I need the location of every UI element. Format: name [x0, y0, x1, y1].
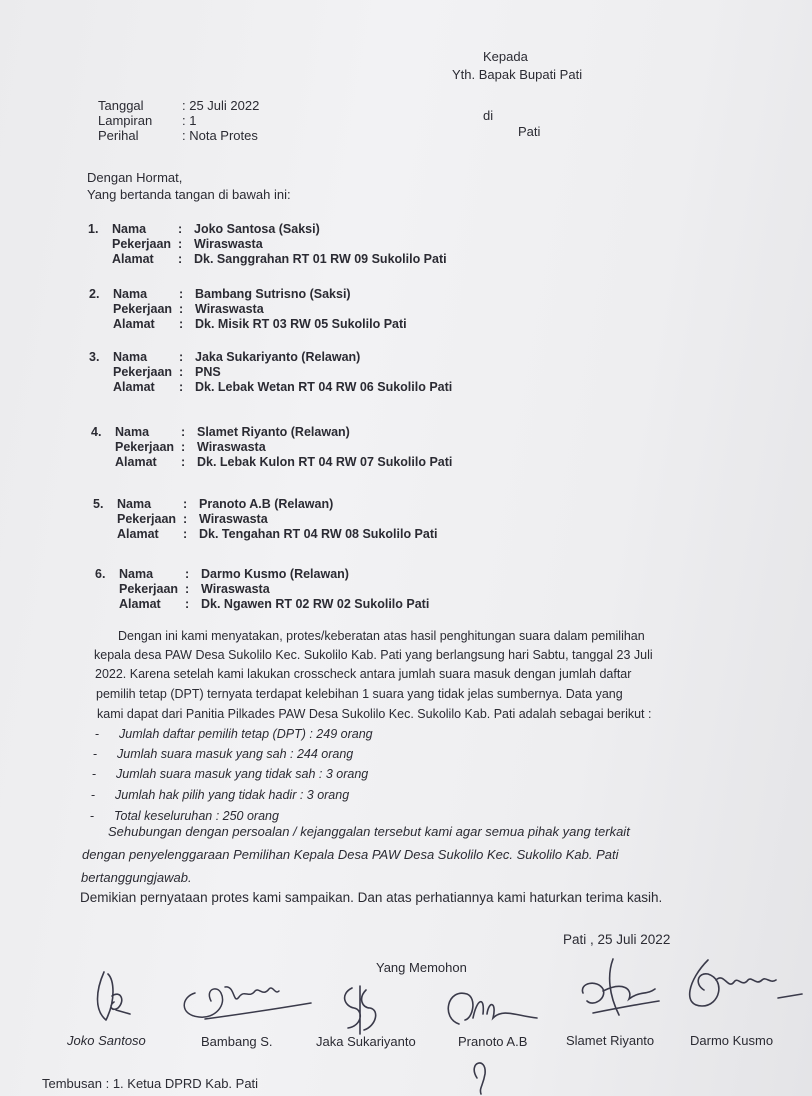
signer-name: Bambang S. — [201, 1034, 273, 1049]
recipient-to: Kepada — [483, 49, 528, 64]
field-colon: : — [178, 222, 183, 236]
body-line: pemilih tetap (DPT) ternyata terdapat kelebihan 1 suara yang tidak jelas sumbernya. Data yang — [96, 687, 623, 701]
field-label-nama: Nama — [113, 350, 148, 364]
signatory-job: Wiraswasta — [201, 582, 270, 596]
field-label-pekerjaan: Pekerjaan — [113, 302, 173, 316]
field-label-alamat: Alamat — [119, 597, 161, 611]
signature-joko — [86, 960, 146, 1030]
signatory-number: 5. — [93, 497, 104, 511]
field-colon: : — [179, 302, 184, 316]
field-label-alamat: Alamat — [112, 252, 154, 266]
signatory-name: Pranoto A.B (Relawan) — [199, 497, 334, 511]
body-line: Sehubungan dengan persoalan / kejanggalan tersebut kami agar semua pihak yang terkait — [108, 824, 630, 839]
signatory-name: Jaka Sukariyanto (Relawan) — [195, 350, 361, 364]
meta-value: : 1 — [182, 113, 197, 128]
place-date: Pati , 25 Juli 2022 — [563, 932, 671, 947]
body-line: bertanggungjawab. — [81, 870, 192, 885]
applicant-label: Yang Memohon — [376, 960, 467, 975]
body-line: Dengan ini kami menyatakan, protes/keberatan atas hasil penghitungan suara dalam pemilihan — [118, 629, 645, 643]
meta-row-lampiran — [98, 113, 259, 128]
list-bullet: - — [90, 809, 95, 823]
data-list-text: Jumlah suara masuk yang tidak sah : 3 orang — [116, 767, 369, 781]
signatory-job: PNS — [195, 365, 221, 379]
signatory-job: Wiraswasta — [195, 302, 264, 316]
signatory-5 — [93, 497, 437, 542]
meta-row-tanggal — [98, 98, 259, 113]
signature-slamet — [573, 955, 663, 1025]
list-bullet: - — [91, 788, 96, 802]
signatory-6 — [95, 567, 429, 612]
field-colon: : — [181, 440, 186, 454]
signature-bambang — [175, 975, 315, 1025]
field-colon: : — [179, 317, 184, 331]
field-label-pekerjaan: Pekerjaan — [112, 237, 172, 251]
signatory-name: Joko Santosa (Saksi) — [194, 222, 320, 236]
field-label-alamat: Alamat — [113, 380, 155, 394]
field-colon: : — [183, 527, 188, 541]
closing-statement: Demikian pernyataan protes kami sampaikan. Dan atas perhatiannya kami haturkan terima kasih. — [80, 890, 663, 905]
field-label-alamat: Alamat — [117, 527, 159, 541]
meta-row-perihal — [98, 128, 259, 143]
signatory-3 — [89, 350, 452, 395]
signatory-job: Wiraswasta — [194, 237, 263, 251]
signatory-number: 4. — [91, 425, 102, 439]
field-colon: : — [183, 497, 188, 511]
signatory-address: Dk. Misik RT 03 RW 05 Sukolilo Pati — [195, 317, 407, 331]
signatory-name: Darmo Kusmo (Relawan) — [201, 567, 349, 581]
field-colon: : — [185, 597, 190, 611]
signatory-number: 2. — [89, 287, 100, 301]
field-colon: : — [179, 380, 184, 394]
field-label-nama: Nama — [119, 567, 154, 581]
signatory-name: Bambang Sutrisno (Saksi) — [195, 287, 351, 301]
data-list-text: Jumlah suara masuk yang sah : 244 orang — [117, 747, 354, 761]
recipient-di: di — [483, 108, 494, 123]
data-list-text: Jumlah daftar pemilih tetap (DPT) : 249 orang — [119, 727, 373, 741]
signatory-name: Slamet Riyanto (Relawan) — [197, 425, 350, 439]
field-colon: : — [178, 237, 183, 251]
field-colon: : — [185, 582, 190, 596]
signatory-number: 1. — [88, 222, 99, 236]
signature-jaka — [336, 980, 386, 1040]
meta-key: Perihal — [98, 128, 139, 143]
greeting-line1: Dengan Hormat, — [87, 170, 183, 185]
meta-key: Tanggal — [98, 98, 144, 113]
body-line: dengan penyelenggaraan Pemilihan Kepala Desa PAW Desa Sukolilo Kec. Sukolilo Kab. Pati — [82, 847, 619, 862]
signature-darmo — [668, 950, 808, 1020]
signer-name: Joko Santoso — [67, 1033, 146, 1048]
signatory-address: Dk. Tengahan RT 04 RW 08 Sukolilo Pati — [199, 527, 438, 541]
signatory-address: Dk. Lebak Kulon RT 04 RW 07 Sukolilo Pati — [197, 455, 453, 469]
field-label-pekerjaan: Pekerjaan — [119, 582, 179, 596]
field-label-nama: Nama — [112, 222, 147, 236]
signer-name: Jaka Sukariyanto — [316, 1034, 416, 1049]
meta-value: : 25 Juli 2022 — [182, 98, 260, 113]
data-list-text: Jumlah hak pilih yang tidak hadir : 3 orang — [115, 788, 350, 802]
signatory-job: Wiraswasta — [197, 440, 266, 454]
signatory-address: Dk. Sanggrahan RT 01 RW 09 Sukolilo Pati — [194, 252, 447, 266]
signatory-address: Dk. Ngawen RT 02 RW 02 Sukolilo Pati — [201, 597, 430, 611]
signatory-4 — [91, 425, 452, 470]
data-list-item — [91, 786, 349, 805]
data-list-item — [92, 765, 368, 784]
field-colon: : — [181, 425, 186, 439]
body-line: 2022. Karena setelah kami lakukan crosscheck antara jumlah suara masuk dengan jumlah daftar — [95, 667, 632, 681]
field-label-nama: Nama — [113, 287, 148, 301]
body-line: kepala desa PAW Desa Sukolilo Kec. Sukolilo Kab. Pati yang berlangsung hari Sabtu, tanggal 23 Juli — [94, 648, 653, 662]
meta-key: Lampiran — [98, 113, 153, 128]
field-label-pekerjaan: Pekerjaan — [113, 365, 173, 379]
field-label-pekerjaan: Pekerjaan — [117, 512, 177, 526]
recipient-addressee: Yth. Bapak Bupati Pati — [452, 67, 583, 82]
data-list-item — [93, 745, 353, 764]
field-colon: : — [185, 567, 190, 581]
field-label-alamat: Alamat — [115, 455, 157, 469]
signatory-number: 6. — [95, 567, 106, 581]
field-label-alamat: Alamat — [113, 317, 155, 331]
field-colon: : — [183, 512, 188, 526]
list-bullet: - — [95, 727, 100, 741]
field-colon: : — [178, 252, 183, 266]
signatory-address: Dk. Lebak Wetan RT 04 RW 06 Sukolilo Pati — [195, 380, 453, 394]
body-line: kami dapat dari Panitia Pilkades PAW Desa Sukolilo Kec. Sukolilo Kab. Pati adalah sebagai berikut : — [97, 707, 652, 721]
field-label-nama: Nama — [115, 425, 150, 439]
signatory-job: Wiraswasta — [199, 512, 268, 526]
letter-meta — [98, 98, 259, 143]
data-list-item — [95, 725, 373, 744]
field-colon: : — [179, 365, 184, 379]
field-colon: : — [181, 455, 186, 469]
carbon-copy-note: Tembusan : 1. Ketua DPRD Kab. Pati — [42, 1076, 259, 1091]
recipient-place: Pati — [518, 124, 541, 139]
signatory-2 — [89, 287, 407, 332]
field-colon: : — [179, 350, 184, 364]
field-label-nama: Nama — [117, 497, 152, 511]
list-bullet: - — [92, 767, 97, 781]
signatory-number: 3. — [89, 350, 100, 364]
signer-name: Slamet Riyanto — [566, 1033, 655, 1048]
data-list-text: Total keseluruhan : 250 orang — [114, 809, 279, 823]
field-label-pekerjaan: Pekerjaan — [115, 440, 175, 454]
meta-value: : Nota Protes — [182, 128, 258, 143]
signer-name: Darmo Kusmo — [690, 1033, 774, 1048]
list-bullet: - — [93, 747, 98, 761]
greeting-line2: Yang bertanda tangan di bawah ini: — [87, 187, 291, 202]
signer-name: Pranoto A.B — [458, 1034, 528, 1049]
signatory-1 — [88, 222, 447, 267]
field-colon: : — [179, 287, 184, 301]
